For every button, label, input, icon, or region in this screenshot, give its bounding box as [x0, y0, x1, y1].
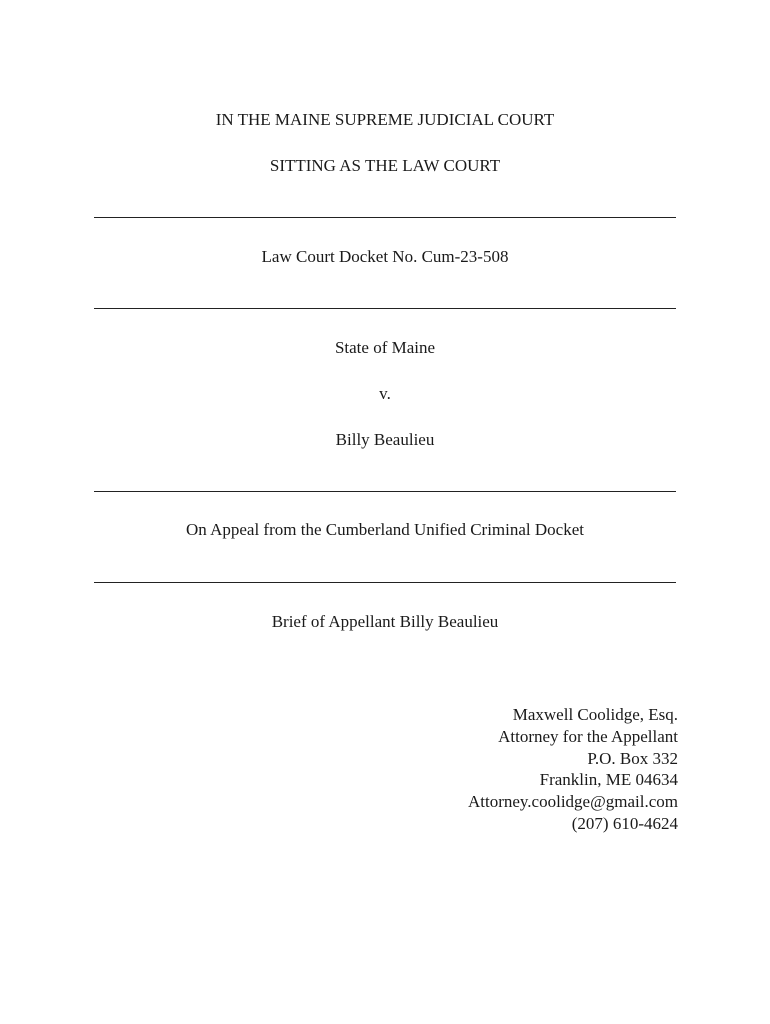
- court-sitting-heading: SITTING AS THE LAW COURT: [269, 156, 501, 175]
- attorney-role: Attorney for the Appellant: [498, 726, 678, 746]
- attorney-signature-block: [468, 704, 678, 835]
- versus-text: v.: [379, 384, 391, 403]
- attorney-phone: (207) 610-4624: [571, 813, 678, 833]
- divider-rule: [94, 491, 676, 492]
- appeal-origin: On Appeal from the Cumberland Unified Criminal Docket: [186, 520, 584, 539]
- attorney-name: Maxwell Coolidge, Esq.: [512, 705, 678, 724]
- divider-rule: [94, 308, 676, 309]
- divider-rule: [94, 582, 676, 583]
- party-appellee: State of Maine: [334, 338, 436, 357]
- court-name-heading: IN THE MAINE SUPREME JUDICIAL COURT: [215, 110, 555, 129]
- attorney-email: Attorney.coolidge@gmail.com: [467, 792, 678, 812]
- docket-number: Law Court Docket No. Cum-23-508: [261, 247, 509, 266]
- party-appellant: Billy Beaulieu: [335, 430, 435, 449]
- divider-rule: [94, 217, 676, 218]
- attorney-address-line-2: Franklin, ME 04634: [539, 770, 678, 790]
- attorney-address-line-1: P.O. Box 332: [587, 748, 678, 768]
- brief-title: Brief of Appellant Billy Beaulieu: [271, 612, 499, 631]
